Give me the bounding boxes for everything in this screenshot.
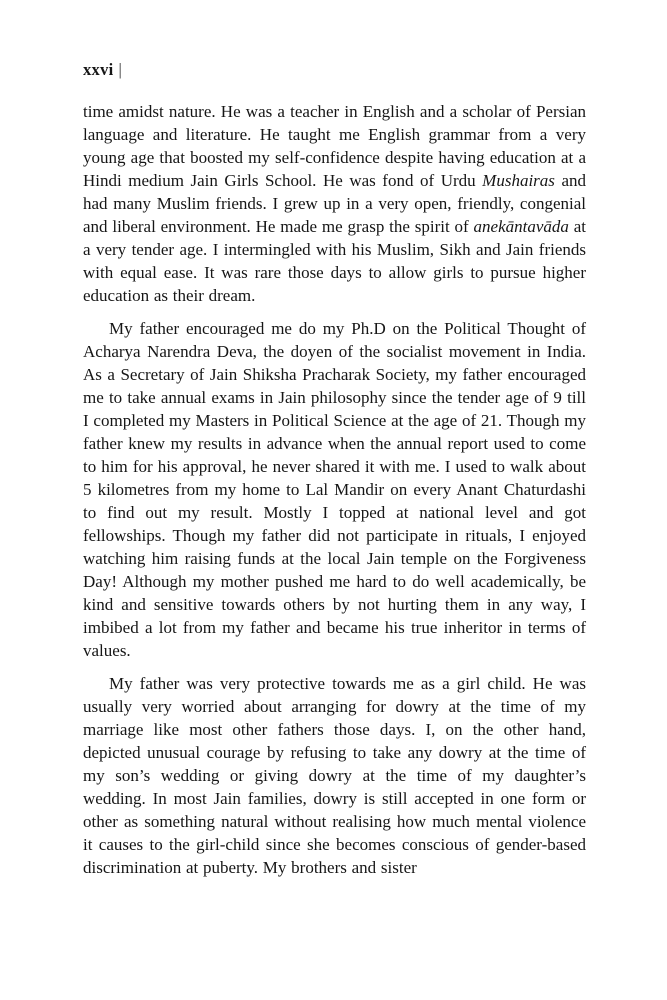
page-number: xxvi (83, 60, 114, 79)
paragraph (83, 100, 586, 307)
header-separator: | (118, 60, 122, 79)
paragraph (83, 317, 586, 662)
text-run: My father encouraged me do my Ph.D on the Political Thought of Acharya Narendra Deva, the doyen of the socialist movement in India. As a Secretary of Jain Shiksha Pracharak Society, my father encouraged me to take annual exams in Jain philosophy since the tender age of 9 till I completed my Masters in Political Science at the age of 21. Though my father knew my results in advance when the annual report used to come to him for his approval, he never shared it with me. I used to walk about 5 kilometres from my home to Lal Mandir on every Anant Chaturdashi to find out my result. Mostly I topped at national level and got fellowships. Though my father did not participate in rituals, I enjoyed watching him raising funds at the local Jain temple on the Forgiveness Day! Although my mother pushed me hard to do well academically, be kind and sensitive towards others by not hurting them in any way, I imbibed a lot from my father and became his true inheritor in terms of values. (83, 319, 586, 660)
text-run: and had many Muslim friends. I grew up in a very open, friendly, congenial and liberal environment. He made me grasp the spirit of (83, 171, 586, 236)
italic-term: anekāntavāda (473, 217, 569, 236)
paragraph (83, 672, 586, 879)
text-run: My father was very protective towards me as a girl child. He was usually very worried about arranging for dowry at the time of my marriage like most other fathers those days. I, on the other hand, depicted unusual courage by refusing to take any dowry at the time of my son’s wedding or giving dowry at the time of my daughter’s wedding. In most Jain families, dowry is still accepted in one form or other as something natural without realising how much mental violence it causes to the girl-child since she becomes conscious of gender-based discrimination at puberty. My brothers and sister (83, 674, 586, 877)
text-run: at a very tender age. I intermingled with his Muslim, Sikh and Jain friends with equal ease. It was rare those days to allow girls to pursue higher education as their dream. (83, 217, 586, 305)
page-header (83, 60, 122, 79)
text-run: time amidst nature. He was a teacher in English and a scholar of Persian language and literature. He taught me English grammar from a very young age that boosted my self-confidence despite having education at a Hindi medium Jain Girls School. He was fond of Urdu (83, 102, 586, 190)
italic-term: Mushairas (482, 171, 555, 190)
body-text (83, 100, 586, 889)
